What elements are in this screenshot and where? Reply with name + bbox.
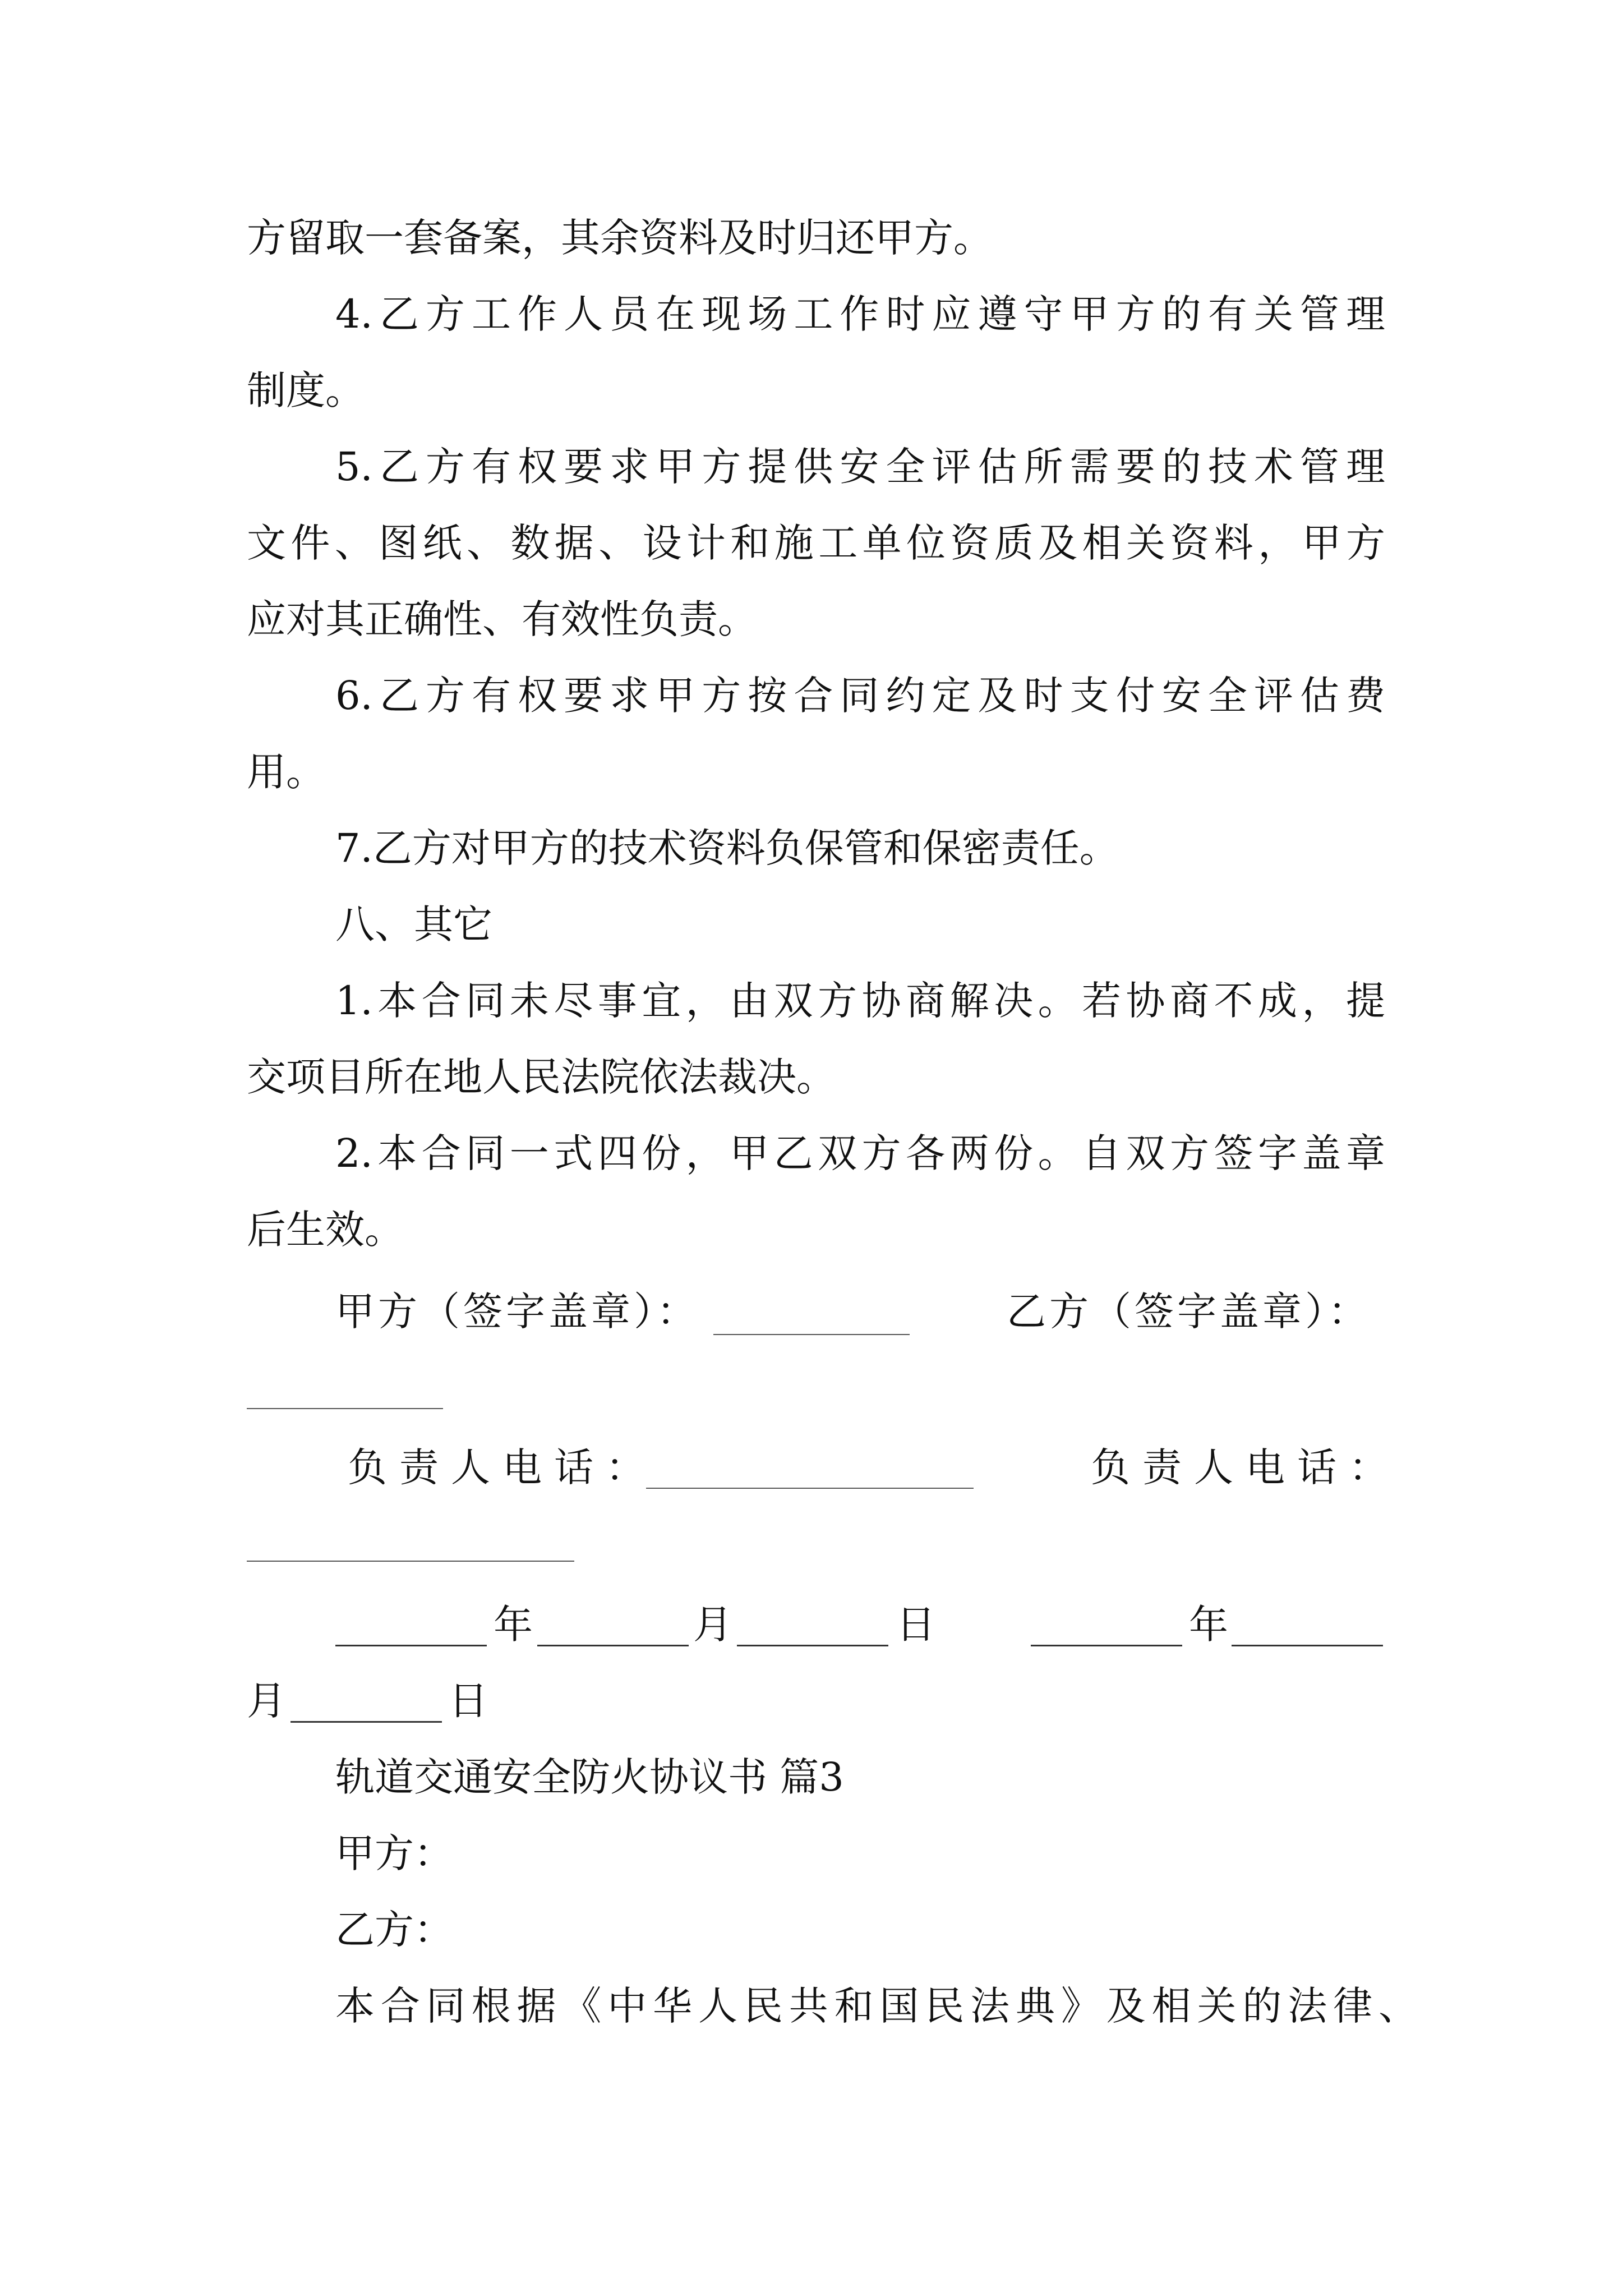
paragraph-line: 1.本合同未尽事宜，由双方协商解决。若协商不成，提 (335, 978, 1385, 1024)
date-b-day-blank (291, 1721, 442, 1723)
contact-a-blank (646, 1488, 974, 1489)
date-b-month-label: 月 (247, 1678, 286, 1724)
next-section-intro: 本合同根据《中华人民共和国民法典》及相关的法律、 (335, 1983, 1418, 2029)
date-b-day-label: 日 (449, 1678, 488, 1724)
contact-b-label: 负责人电话： (1091, 1444, 1400, 1490)
date-b-year-label: 年 (1189, 1602, 1228, 1648)
paragraph-line: 应对其正确性、有效性负责。 (247, 596, 757, 642)
next-party-b: 乙方： (335, 1907, 453, 1953)
date-a-day-label: 日 (896, 1602, 935, 1648)
paragraph-line: 文件、图纸、数据、设计和施工单位资质及相关资料，甲方 (247, 520, 1385, 566)
next-party-a: 甲方： (335, 1830, 453, 1876)
date-b-year-blank (1031, 1645, 1182, 1646)
paragraph-line: 7.乙方对甲方的技术资料负保管和保密责任。 (335, 825, 1119, 871)
paragraph-line: 交项目所在地人民法院依法裁决。 (247, 1054, 836, 1100)
date-a-day-blank (737, 1645, 888, 1646)
paragraph-line: 5.乙方有权要求甲方提供安全评估所需要的技术管理 (335, 444, 1385, 490)
party-b-sign-label: 乙方（签字盖章）： (1007, 1289, 1371, 1335)
party-a-sign-label: 甲方（签字盖章）： (335, 1289, 699, 1335)
paragraph-line: 制度。 (247, 367, 365, 413)
paragraph-line: 2.本合同一式四份，甲乙双方各两份。自双方签字盖章 (335, 1130, 1385, 1176)
paragraph-line: 后生效。 (247, 1207, 404, 1253)
date-b-month-blank (1232, 1645, 1383, 1646)
date-a-month-label: 月 (693, 1602, 732, 1648)
date-a-year-label: 年 (494, 1602, 533, 1648)
contact-a-label: 负责人电话： (348, 1444, 657, 1490)
date-a-month-blank (537, 1645, 689, 1646)
section-heading: 八、其它 (335, 901, 492, 947)
next-section-title: 轨道交通安全防火协议书 篇3 (335, 1754, 844, 1800)
paragraph-line: 方留取一套备案，其余资料及时归还甲方。 (247, 215, 993, 261)
paragraph-line: 6.乙方有权要求甲方按合同约定及时支付安全评估费 (335, 673, 1385, 719)
party-a-sign-blank (713, 1334, 910, 1335)
date-a-year-blank (335, 1645, 487, 1646)
contact-b-blank (247, 1561, 574, 1562)
paragraph-line: 用。 (247, 749, 325, 795)
paragraph-line: 4.乙方工作人员在现场工作时应遵守甲方的有关管理 (335, 291, 1385, 337)
party-b-sign-blank (247, 1408, 443, 1409)
